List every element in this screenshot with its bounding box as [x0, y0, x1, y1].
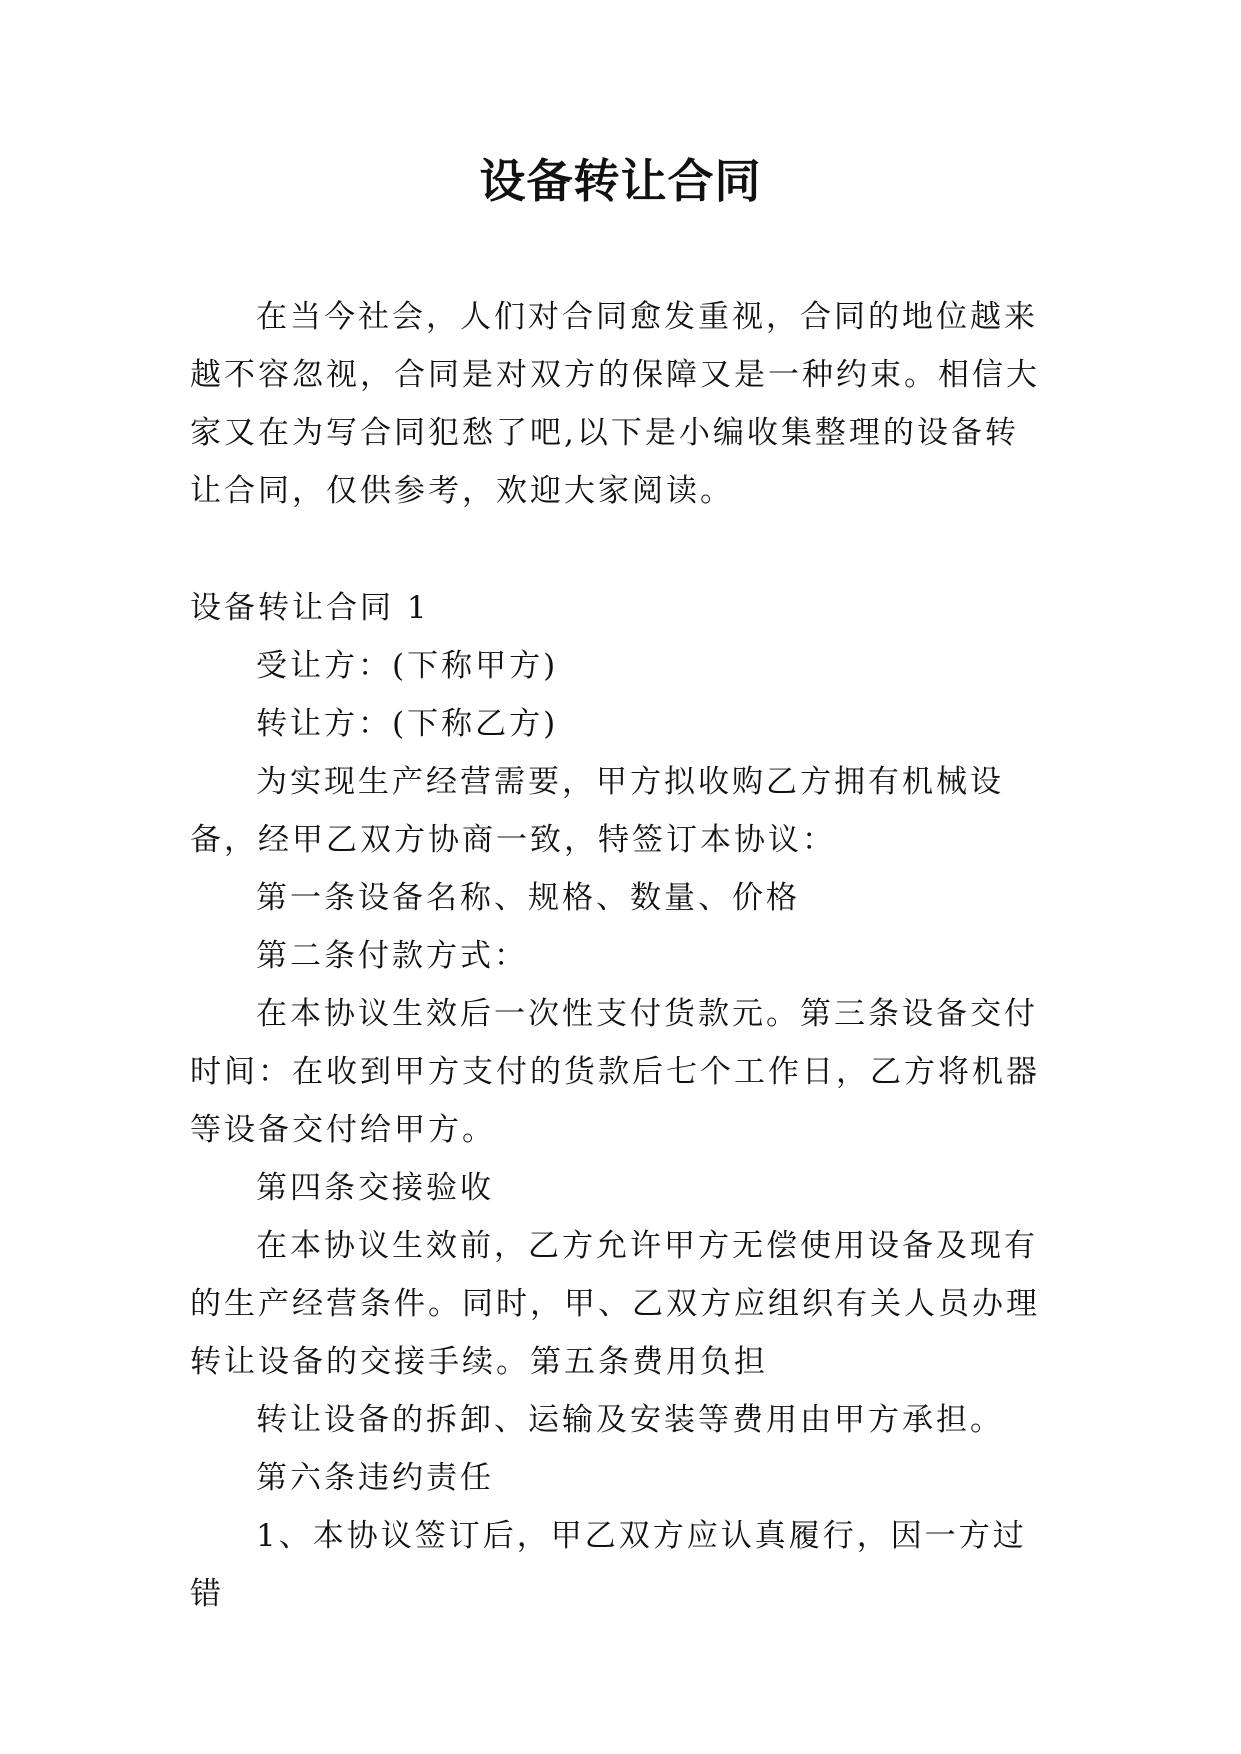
- article-2-heading: 第二条付款方式：: [256, 938, 528, 974]
- article-4-heading: 第四条交接验收: [256, 1170, 494, 1206]
- paragraph-transferor: 转让方：(下称乙方): [256, 706, 559, 742]
- section-heading: 设备转让合同 1: [190, 590, 430, 626]
- paragraph-acceptance: 在本协议生效前，乙方允许甲方无偿使用设备及现有的生产经营条件。同时，甲、乙双方应组织有关人员办理转让设备的交接手续。第五条费用负担: [190, 1228, 1040, 1380]
- intro-paragraph: 在当今社会，人们对合同愈发重视，合同的地位越来越不容忽视，合同是对双方的保障又是一种约束。相信大家又在为写合同犯愁了吧,以下是小编收集整理的设备转让合同，仅供参考，欢迎大家阅读。: [190, 299, 1040, 509]
- article-1-heading: 第一条设备名称、规格、数量、价格: [256, 880, 800, 916]
- contract-body: [190, 579, 1052, 1623]
- intro-block: [190, 288, 1052, 520]
- paragraph-payment-delivery: 在本协议生效后一次性支付货款元。第三条设备交付时间：在收到甲方支付的货款后七个工作日，乙方将机器等设备交付给甲方。: [190, 996, 1040, 1148]
- article-6-heading: 第六条违约责任: [256, 1460, 494, 1496]
- paragraph-purpose: 为实现生产经营需要，甲方拟收购乙方拥有机械设备，经甲乙双方协商一致，特签订本协议：: [190, 764, 1004, 858]
- paragraph-liability-1: 1、本协议签订后，甲乙双方应认真履行，因一方过错: [190, 1518, 1027, 1612]
- document-title: 设备转让合同: [479, 154, 762, 208]
- paragraph-transferee: 受让方：(下称甲方): [256, 648, 559, 684]
- paragraph-costs: 转让设备的拆卸、运输及安装等费用由甲方承担。: [256, 1402, 1004, 1438]
